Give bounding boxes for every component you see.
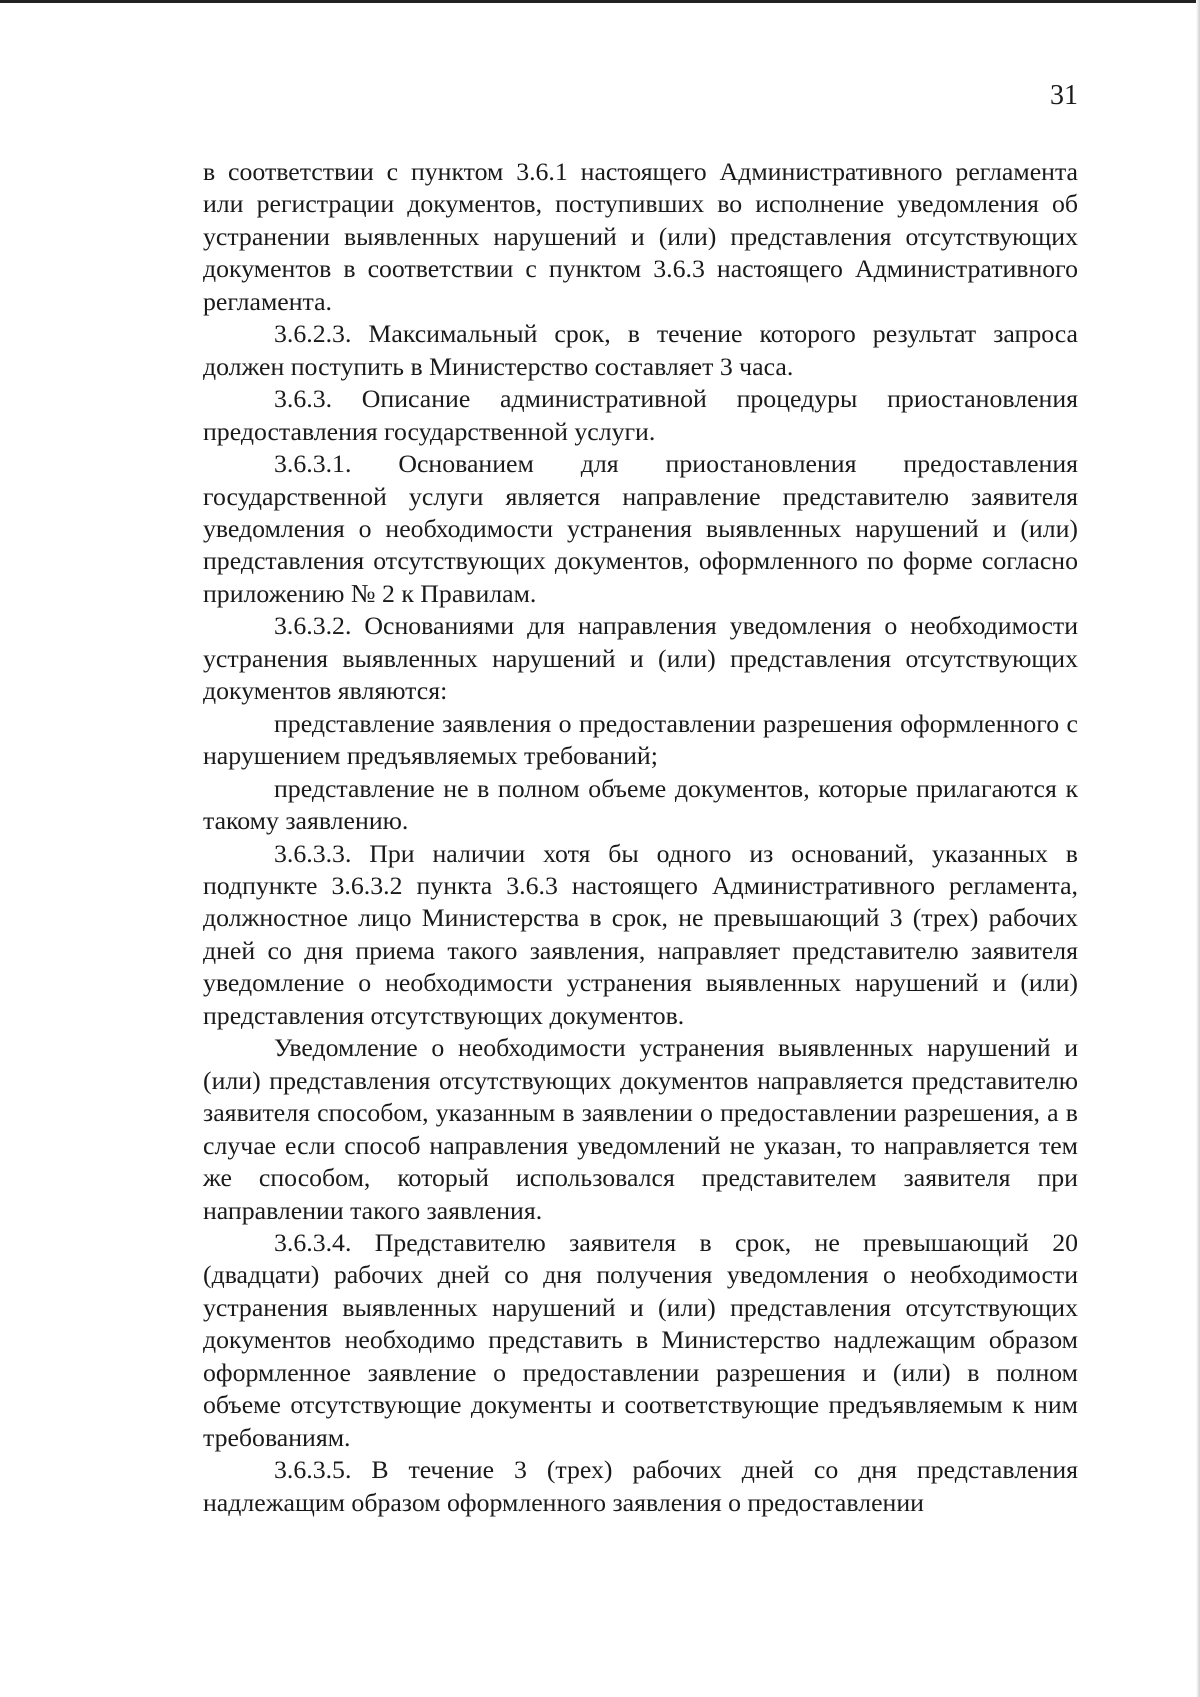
paragraph-ground-2: представление не в полном объеме документов, которые прилагаются к такому заявлению. [203,773,1078,836]
page-number: 31 [1050,80,1078,111]
body-text [203,156,1078,1519]
paragraph-continuation: в соответствии с пунктом 3.6.1 настоящего Административного регламента или регистрации документов, поступивших во исполнение уведомления об устранении выявленных нарушений и (или) представления отсутствующих документов в соответствии с пунктом 3.6.3 настоящего Административного регламента. [203,157,1078,316]
paragraph-3-6-3-1: 3.6.3.1. Основанием для приостановления предоставления государственной услуги является направление представителю заявителя уведомления о необходимости устранения выявленных нарушений и (или) представления отсутствующих документов, оформленного по форме согласно приложению № 2 к Правилам. [203,449,1078,608]
paragraph-3-6-3-4: 3.6.3.4. Представителю заявителя в срок, не превышающий 20 (двадцати) рабочих дней со дня получения уведомления о необходимости устранения выявленных нарушений и (или) представления отсутствующих документов необходимо представить в Министерство надлежащим образом оформленное заявление о предоставлении разрешения и (или) в полном объеме отсутствующие документы и соответствующие предъявляемым к ним требованиям. [203,1227,1078,1452]
paragraph-3-6-3-3: 3.6.3.3. При наличии хотя бы одного из оснований, указанных в подпункте 3.6.3.2 пункта 3.6.3 настоящего Административного регламента, должностное лицо Министерства в срок, не превышающий 3 (трех) рабочих дней со дня приема такого заявления, направляет представителю заявителя уведомление о необходимости устранения выявленных нарушений и (или) представления отсутствующих документов. [203,838,1078,1030]
paragraph-notice: Уведомление о необходимости устранения выявленных нарушений и (или) представления отсутствующих документов направляется представителю заявителя способом, указанным в заявлении о предоставлении разрешения, а в случае если способ направления уведомлений не указан, то направляется тем же способом, который использовался представителем заявителя при направлении такого заявления. [203,1033,1078,1225]
paragraph-ground-1: представление заявления о предоставлении разрешения оформленного с нарушением предъявляемых требований; [203,708,1078,771]
paragraph-3-6-3-5: 3.6.3.5. В течение 3 (трех) рабочих дней со дня представления надлежащим образом оформленного заявления о предоставлении [203,1455,1078,1517]
paragraph-3-6-2-3: 3.6.2.3. Максимальный срок, в течение которого результат запроса должен поступить в Министерство составляет 3 часа. [203,319,1078,381]
paragraph-3-6-3-2: 3.6.3.2. Основаниями для направления уведомления о необходимости устранения выявленных нарушений и (или) представления отсутствующих документов являются: [203,611,1078,706]
paragraph-3-6-3: 3.6.3. Описание административной процедуры приостановления предоставления государственной услуги. [203,384,1078,446]
